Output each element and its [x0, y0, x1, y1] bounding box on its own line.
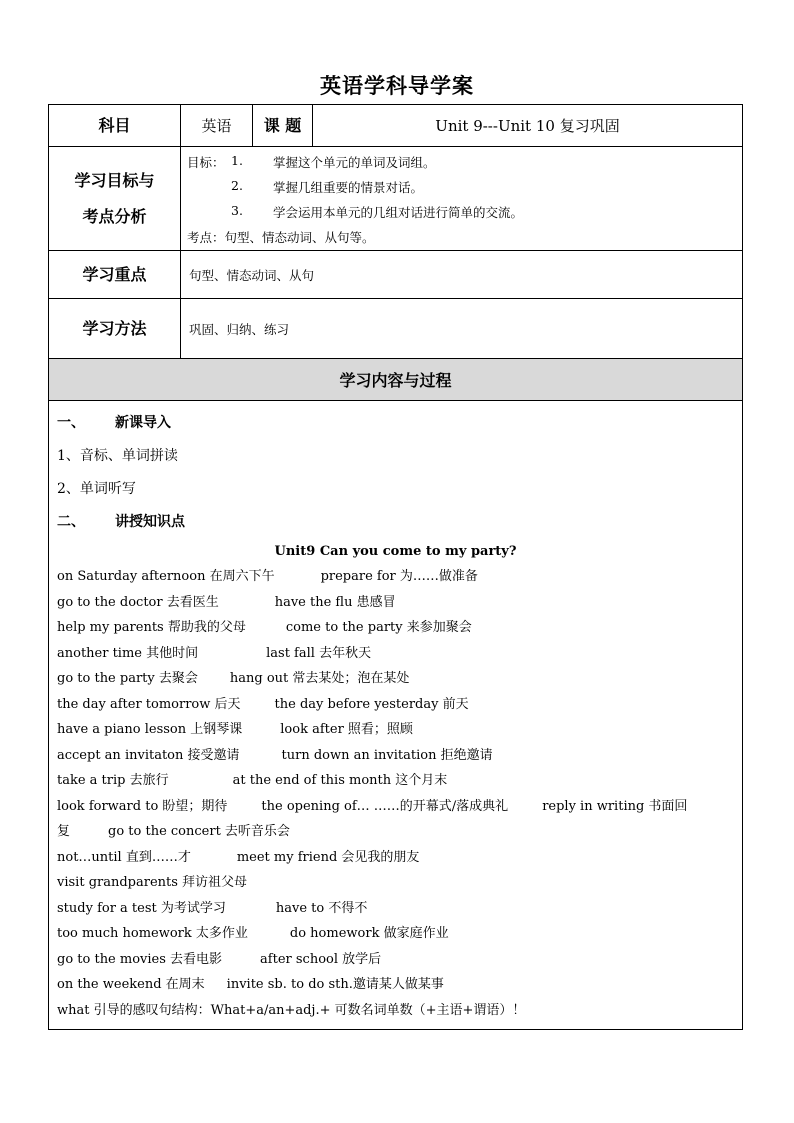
section-number: 一、: [57, 415, 85, 431]
phrase-line: [57, 564, 734, 590]
phrase-left: another time 其他时间: [57, 645, 199, 661]
phrase-right: have the flu 患感冒: [274, 594, 396, 610]
focus-row: [49, 251, 743, 299]
goal-item: [187, 199, 742, 224]
objectives-row: [49, 147, 743, 251]
phrase-line: [57, 615, 734, 641]
phrase-line: [57, 692, 734, 718]
phrase-line: [57, 666, 734, 692]
phrase-right: do homework 做家庭作业: [289, 926, 449, 941]
phrase-line: [57, 896, 734, 922]
phrase-left: look forward to 盼望；期待: [57, 798, 228, 814]
section-number: 二、: [57, 514, 85, 530]
focus-value: 句型、情态动词、从句: [181, 251, 743, 299]
study-guide-table: [48, 104, 743, 1030]
phrase-left: study for a test 为考试学习: [57, 900, 226, 916]
process-content: [49, 401, 743, 1030]
method-row: [49, 299, 743, 359]
phrase-right: reply in writing 书面回: [542, 798, 688, 814]
phrase-left: too much homework 太多作业: [57, 926, 248, 941]
process-heading: 学习内容与过程: [49, 359, 743, 401]
phrase-right: the day before yesterday 前天: [274, 696, 469, 712]
phrase-left: have a piano lesson 上钢琴课: [57, 722, 243, 737]
phrase-right: invite sb. to do sth.邀请某人做某事: [226, 977, 444, 992]
section-title: 讲授知识点: [115, 514, 185, 530]
phrase-right: turn down an invitation 拒绝邀请: [281, 747, 493, 763]
phrase-left: take a trip 去旅行: [57, 773, 169, 788]
document-title: 英语学科导学案: [320, 73, 474, 98]
phrase-middle: the opening of… ……的开幕式/落成典礼: [261, 798, 509, 814]
phrase-left: on the weekend 在周末: [57, 977, 205, 992]
process-heading-row: [49, 359, 743, 401]
method-value: 巩固、归纳、练习: [181, 299, 743, 359]
phrase-line: [57, 819, 734, 845]
phrase-line: [57, 947, 734, 973]
phrase-left: the day after tomorrow 后天: [57, 696, 241, 712]
phrase-line: [57, 794, 734, 820]
phrase-right: hang out 常去某处；泡在某处: [229, 671, 410, 686]
phrase-line: [57, 743, 734, 769]
method-label: 学习方法: [49, 299, 181, 359]
goal-text: 掌握几组重要的情景对话。: [273, 180, 424, 195]
section-knowledge: [57, 506, 734, 539]
phrase-left: visit grandparents 拜访祖父母: [57, 875, 248, 890]
phrase-line: [57, 590, 734, 616]
phrase-left: go to the doctor 去看医生: [57, 594, 219, 610]
phrase-left: not…until 直到……才: [57, 849, 191, 865]
phrase-line: [57, 972, 734, 998]
goal-num: 1.: [231, 153, 243, 168]
subject-label: 科目: [49, 105, 181, 147]
phrase-left: go to the movies 去看电影: [57, 951, 223, 967]
topic-value: Unit 9---Unit 10 复习巩固: [313, 105, 743, 147]
phrase-right: have to 不得不: [275, 900, 368, 916]
phrase-right: go to the concert 去听音乐会: [108, 824, 290, 839]
subject-value: 英语: [181, 105, 253, 147]
goal-item: [187, 149, 742, 174]
goal-item: [187, 174, 742, 199]
phrase-wrap: 复: [57, 824, 71, 839]
section-title: 新课导入: [115, 415, 171, 431]
phrase-line: [57, 717, 734, 743]
phrase-right: after school 放学后: [260, 951, 382, 967]
header-row: [49, 105, 743, 147]
phrase-right: look after 照看；照顾: [280, 722, 413, 737]
phrase-left: help my parents 帮助我的父母: [57, 620, 246, 635]
topic-label: 课 题: [253, 105, 313, 147]
list-item: 2、单词听写: [57, 481, 136, 497]
objectives-label-line2: 考点分析: [82, 206, 147, 226]
goal-num: 3.: [231, 203, 243, 218]
focus-label: 学习重点: [49, 251, 181, 299]
phrase-right: come to the party 来参加聚会: [285, 620, 472, 635]
objectives-content: [181, 147, 743, 251]
section-new-lesson: [57, 407, 734, 440]
phrase-right: meet my friend 会见我的朋友: [236, 849, 420, 865]
phrase-line: [57, 921, 734, 947]
list-item: 1、音标、单词拼读: [57, 448, 178, 464]
phrase-line: what 引导的感叹句结构：What+a/an+adj.+ 可数名词单数（+主语+谓语）！: [57, 1002, 526, 1018]
phrase-line: [57, 641, 734, 667]
phrase-left: go to the party 去聚会: [57, 671, 198, 686]
objectives-label-line1: 学习目标与: [74, 170, 155, 190]
goal-text: 学会运用本单元的几组对话进行简单的交流。: [273, 205, 524, 220]
phrase-right: at the end of this month 这个月末: [232, 773, 448, 788]
phrase-left: on Saturday afternoon 在周六下午: [57, 569, 275, 584]
phrase-right: last fall 去年秋天: [266, 645, 372, 661]
key-points: 考点：句型、情态动词、从句等。: [187, 230, 375, 245]
objectives-label: [49, 147, 181, 251]
process-content-row: [49, 401, 743, 1030]
phrase-line: [57, 768, 734, 794]
goal-prefix: 目标：: [187, 155, 225, 170]
unit-title: Unit9 Can you come to my party?: [274, 544, 517, 559]
phrase-left: accept an invitaton 接受邀请: [57, 747, 240, 763]
goal-text: 掌握这个单元的单词及词组。: [273, 155, 436, 170]
phrase-right: prepare for 为……做准备: [320, 569, 478, 584]
phrase-line: [57, 870, 734, 896]
phrase-line: [57, 845, 734, 871]
goal-num: 2.: [231, 178, 243, 193]
